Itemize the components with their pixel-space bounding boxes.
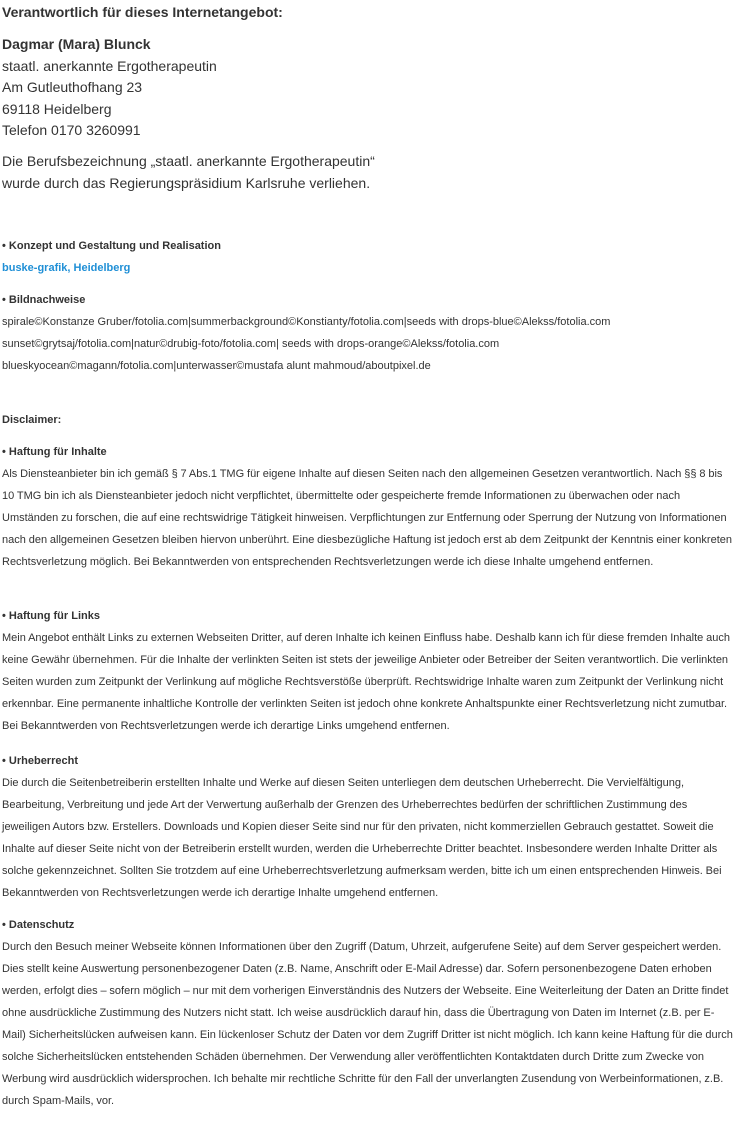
section-link-liability bbox=[2, 605, 736, 737]
disclaimer-heading: Disclaimer: bbox=[2, 414, 62, 426]
section-privacy bbox=[2, 914, 736, 1112]
contact-city: 69118 Heidelberg bbox=[2, 100, 112, 117]
contact-name: Dagmar (Mara) Blunck bbox=[2, 36, 151, 52]
credits-line-2: sunset©grytsaj/fotolia.com|natur©drubig-foto/fotolia.com| seeds with drops-orange©Alekss/fotolia.com bbox=[2, 338, 500, 350]
credits-section bbox=[2, 289, 736, 377]
section-text: Als Diensteanbieter bin ich gemäß § 7 Abs.1 TMG für eigene Inhalte auf diesen Seiten nach den allgemeinen Gesetzen verantwortlich. Nach §§ 8 bis 10 TMG bin ich als Diensteanbieter jedoch nicht verpflichtet, übermittelte oder gespeicherte fremde Informationen zu überwachen oder nach Umständen zu forschen, die auf eine rechtswidrige Tätigkeit hinweisen. Verpflichtungen zur Entfernung oder Sperrung der Nutzung von Informationen nach den allgemeinen Gesetzen bleiben hiervon unberührt. Eine diesbezügliche Haftung ist jedoch erst ab dem Zeitpunkt der Kenntnis einer konkreten Rechtsverletzung möglich. Bei Bekanntwerden von entsprechenden Rechtsverletzungen werde ich diese Inhalte umgehend entfernen. bbox=[2, 468, 732, 568]
profession-note bbox=[2, 150, 562, 194]
profession-note-line-2: wurde durch das Regierungspräsidium Karlsruhe verliehen. bbox=[2, 175, 371, 191]
section-title: • Urheberrecht bbox=[2, 755, 78, 767]
concept-title: • Konzept und Gestaltung und Realisation bbox=[2, 240, 221, 252]
credits-line-3: blueskyocean©magann/fotolia.com|unterwasser©mustafa alunt mahmoud/aboutpixel.de bbox=[2, 360, 431, 372]
contact-profession: staatl. anerkannte Ergotherapeutin bbox=[2, 57, 217, 74]
section-title: • Haftung für Links bbox=[2, 610, 100, 622]
section-title: • Datenschutz bbox=[2, 919, 75, 931]
section-text: Die durch die Seitenbetreiberin erstellten Inhalte und Werke auf diesen Seiten unterliegen dem deutschen Urheberrecht. Die Vervielfältigung, Bearbeitung, Verbreitung und jede Art der Verwertung außerhalb der Grenzen des Urheberrechtes bedürfen der schriftlichen Zustimmung des jeweiligen Autors bzw. Erstellers. Downloads und Kopien dieser Seite sind nur für den privaten, nicht kommerziellen Gebrauch gestattet. Soweit die Inhalte auf dieser Seite nicht von der Betreiberin erstellt wurden, werden die Urheberrechte Dritter beachtet. Insbesondere werden Inhalte Dritter als solche gekennzeichnet. Sollten Sie trotzdem auf eine Urheberrechtsverletzung aufmerksam werden, bitte ich um einen entsprechenden Hinweis. Bei Bekanntwerden von Rechtsverletzungen werde ich derartige Inhalte umgehend entfernen. bbox=[2, 777, 722, 899]
agency-link[interactable]: buske-grafik, Heidelberg bbox=[2, 262, 131, 274]
contact-street: Am Gutleuthofhang 23 bbox=[2, 79, 143, 95]
page-title: Verantwortlich für dieses Internetangebot: bbox=[2, 4, 283, 20]
section-text: Durch den Besuch meiner Webseite können Informationen über den Zugriff (Datum, Uhrzeit, aufgerufene Seite) auf dem Server gespeichert werden. Dies stellt keine Auswertung personenbezogener Daten (z.B. Name, Anschrift oder E-Mail Adresse) dar. Sofern personenbezogene Daten erhoben werden, erfolgt dies – sofern möglich – nur mit dem vorherigen Einverständnis des Nutzers der Webseite. Eine Weiterleitung der Daten an Dritte findet ohne ausdrückliche Zustimmung des Nutzers nicht statt. Ich weise ausdrücklich darauf hin, dass die Übertragung von Daten im Internet (z.B. per E-Mail) Sicherheitslücken aufweisen kann. Ein lückenloser Schutz der Daten vor dem Zugriff Dritter ist nicht möglich. Ich kann keine Haftung für die durch solche Sicherheitslücken entstehenden Schäden übernehmen. Der Verwendung aller veröffentlichten Kontaktdaten durch Dritte zum Zwecke von Werbung wird ausdrücklich widersprochen. Ich behalte mir rechtliche Schritte für den Fall der unverlangten Zusendung von Werbeinformationen, z.B. durch Spam-Mails, vor. bbox=[2, 941, 733, 1107]
contact-block bbox=[2, 34, 217, 142]
concept-section bbox=[2, 235, 736, 279]
credits-line-1: spirale©Konstanze Gruber/fotolia.com|summerbackground©Konstianty/fotolia.com|seeds with drops-blue©Alekss/fotolia.com bbox=[2, 316, 611, 328]
disclaimer-title bbox=[2, 409, 736, 431]
section-title: • Haftung für Inhalte bbox=[2, 446, 107, 458]
credits-title: • Bildnachweise bbox=[2, 294, 86, 306]
section-text: Mein Angebot enthält Links zu externen Webseiten Dritter, auf deren Inhalte ich keinen Einfluss habe. Deshalb kann ich für diese fremden Inhalte auch keine Gewähr übernehmen. Für die Inhalte der verlinkten Seiten ist stets der jeweilige Anbieter oder Betreiber der Seiten verantwortlich. Die verlinkten Seiten wurden zum Zeitpunkt der Verlinkung auf mögliche Rechtsverstöße überprüft. Rechtswidrige Inhalte waren zum Zeitpunkt der Verlinkung nicht erkennbar. Eine permanente inhaltliche Kontrolle der verlinkten Seiten ist jedoch ohne konkrete Anhaltspunkte einer Rechtsverletzung nicht zumutbar. Bei Bekanntwerden von Rechtsverletzungen werde ich derartige Links umgehend entfernen. bbox=[2, 632, 730, 732]
section-content-liability bbox=[2, 441, 736, 573]
section-copyright bbox=[2, 750, 736, 904]
profession-note-line-1: Die Berufsbezeichnung „staatl. anerkannte Ergotherapeutin“ bbox=[2, 153, 375, 169]
contact-phone: Telefon 0170 3260991 bbox=[2, 122, 141, 138]
